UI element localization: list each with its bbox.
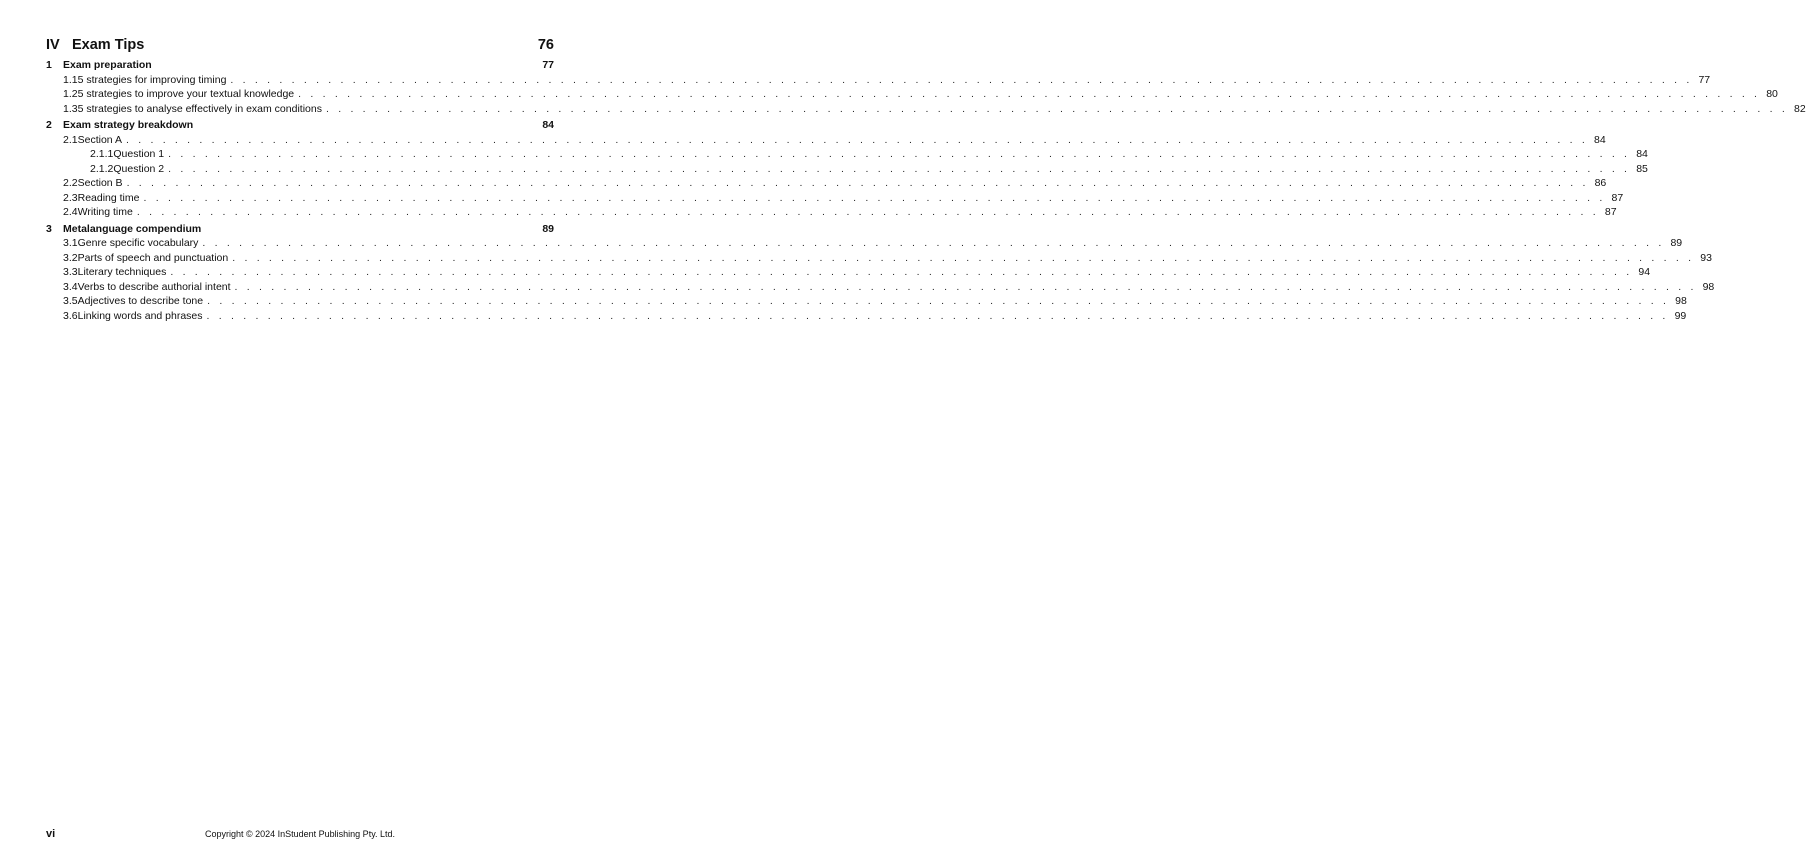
section-number: 2	[46, 119, 52, 131]
entry-page-number: 86	[1594, 177, 1607, 189]
section-page-number: 77	[542, 59, 554, 71]
dot-leader: . . . . . . . . . . . . . . . . . . . . . . . . . . . . . . . . . . . . . . . . . . . . . . . . . . . . . . . . . . . . . . . . . . . . . . . . . . . . . . . . . . . . . . . . . . . . . . . . . . . . . . . . . . . . . . . . . . . . . . . .	[170, 266, 1633, 278]
toc-body	[46, 59, 1806, 324]
entry-number: 2.4	[63, 206, 78, 218]
toc-section-heading[interactable]	[46, 119, 554, 134]
toc-entry[interactable]	[46, 133, 1606, 149]
toc-entry[interactable]	[46, 88, 1778, 103]
toc-entry[interactable]	[46, 266, 1651, 281]
entry-title: Question 1	[113, 148, 165, 160]
entry-page-number: 93	[1700, 251, 1712, 264]
copyright-notice: Copyright © 2024 InStudent Publishing Pty. Ltd.	[204, 829, 396, 839]
entry-title: Section B	[77, 177, 123, 189]
dot-leader: . . . . . . . . . . . . . . . . . . . . . . . . . . . . . . . . . . . . . . . . . . . . . . . . . . . . . . . . . . . . . . . . . . . . . . . . . . . . . . . . . . . . . . . . . . . . . . . . . . . . . . . . . . . . . . . . . . . . . . . .	[168, 162, 1631, 175]
entry-title: Genre specific vocabulary	[77, 237, 199, 249]
entry-number: 2.1	[63, 133, 78, 146]
entry-number: 3.5	[63, 295, 78, 307]
entry-number: 2.1.1	[90, 148, 114, 160]
toc-entry[interactable]	[46, 237, 1683, 252]
part-title-group	[46, 37, 144, 53]
dot-leader: . . . . . . . . . . . . . . . . . . . . . . . . . . . . . . . . . . . . . . . . . . . . . . . . . . . . . . . . . . . . . . . . . . . . . . . . . . . . . . . . . . . . . . . . . . . . . . . . . . . . . . . . . . . . . . . . . . . . . . . .	[230, 73, 1693, 86]
entry-title: Literary techniques	[77, 266, 167, 278]
entry-page-number: 87	[1611, 191, 1624, 204]
section-number: 3	[46, 222, 52, 235]
entry-title: Reading time	[77, 191, 140, 204]
toc-entry[interactable]	[46, 280, 1715, 296]
entry-number: 2.3	[63, 191, 78, 204]
dot-leader: . . . . . . . . . . . . . . . . . . . . . . . . . . . . . . . . . . . . . . . . . . . . . . . . . . . . . . . . . . . . . . . . . . . . . . . . . . . . . . . . . . . . . . . . . . . . . . . . . . . . . . . . . . . . . . . . . . . . . . . .	[126, 177, 1589, 189]
toc-entry[interactable]	[46, 148, 1648, 163]
entry-page-number: 99	[1674, 309, 1687, 322]
dot-leader: . . . . . . . . . . . . . . . . . . . . . . . . . . . . . . . . . . . . . . . . . . . . . . . . . . . . . . . . . . . . . . . . . . . . . . . . . . . . . . . . . . . . . . . . . . . . . . . . . . . . . . . . . . . . . . . . . . . . . . . .	[207, 295, 1670, 307]
part-number: IV	[46, 37, 60, 53]
dot-leader: . . . . . . . . . . . . . . . . . . . . . . . . . . . . . . . . . . . . . . . . . . . . . . . . . . . . . . . . . . . . . . . . . . . . . . . . . . . . . . . . . . . . . . . . . . . . . . . . . . . . . . . . . . . . . . . . . . . . . . . .	[202, 237, 1665, 249]
entry-number: 3.4	[63, 280, 78, 293]
table-of-contents	[46, 37, 1806, 324]
entry-page-number: 80	[1766, 88, 1778, 100]
dot-leader: . . . . . . . . . . . . . . . . . . . . . . . . . . . . . . . . . . . . . . . . . . . . . . . . . . . . . . . . . . . . . . . . . . . . . . . . . . . . . . . . . . . . . . . . . . . . . . . . . . . . . . . . . . . . . . . . . . . . . . . .	[168, 148, 1631, 160]
dot-leader: . . . . . . . . . . . . . . . . . . . . . . . . . . . . . . . . . . . . . . . . . . . . . . . . . . . . . . . . . . . . . . . . . . . . . . . . . . . . . . . . . . . . . . . . . . . . . . . . . . . . . . . . . . . . . . . . . . . . . . . .	[232, 251, 1695, 264]
toc-section-heading[interactable]	[46, 223, 554, 238]
toc-entry[interactable]	[46, 295, 1687, 310]
dot-leader: . . . . . . . . . . . . . . . . . . . . . . . . . . . . . . . . . . . . . . . . . . . . . . . . . . . . . . . . . . . . . . . . . . . . . . . . . . . . . . . . . . . . . . . . . . . . . . . . . . . . . . . . . . . . . . . . . . . . . . . .	[206, 309, 1669, 322]
dot-leader: . . . . . . . . . . . . . . . . . . . . . . . . . . . . . . . . . . . . . . . . . . . . . . . . . . . . . . . . . . . . . . . . . . . . . . . . . . . . . . . . . . . . . . . . . . . . . . . . . . . . . . . . . . . . . . . . . . . . . . . .	[143, 191, 1606, 204]
entry-number: 2.1.2	[90, 162, 114, 175]
toc-entry[interactable]	[46, 102, 1806, 118]
entry-page-number: 87	[1604, 206, 1617, 218]
toc-entry[interactable]	[46, 73, 1711, 89]
toc-entry[interactable]	[46, 206, 1617, 221]
entry-page-number: 85	[1636, 162, 1648, 175]
entry-title: Parts of speech and punctuation	[77, 251, 229, 264]
entry-page-number: 89	[1670, 237, 1683, 249]
toc-entry[interactable]	[46, 177, 1607, 192]
part-title: Exam Tips	[72, 37, 145, 53]
entry-page-number: 98	[1702, 280, 1715, 293]
toc-entry[interactable]	[46, 251, 1712, 267]
section-page-number: 89	[542, 222, 554, 235]
entry-title: 5 strategies to improve your textual knowledge	[77, 88, 295, 100]
entry-page-number: 98	[1675, 295, 1687, 307]
dot-leader: . . . . . . . . . . . . . . . . . . . . . . . . . . . . . . . . . . . . . . . . . . . . . . . . . . . . . . . . . . . . . . . . . . . . . . . . . . . . . . . . . . . . . . . . . . . . . . . . . . . . . . . . . . . . . . . . . . . . . . . .	[136, 206, 1599, 218]
entry-number: 3.2	[63, 251, 78, 264]
entry-page-number: 84	[1594, 133, 1606, 146]
entry-number: 2.2	[63, 177, 78, 189]
toc-entry[interactable]	[46, 162, 1648, 178]
entry-page-number: 94	[1638, 266, 1651, 278]
section-title: Exam preparation	[63, 59, 152, 71]
section-number: 1	[46, 59, 52, 71]
section-page-number: 84	[542, 119, 554, 131]
entry-page-number: 82	[1794, 102, 1806, 115]
entry-number: 1.2	[63, 88, 78, 100]
toc-entry[interactable]	[46, 191, 1624, 207]
part-page-number: 76	[537, 37, 554, 53]
entry-number: 1.1	[63, 73, 78, 86]
dot-leader: . . . . . . . . . . . . . . . . . . . . . . . . . . . . . . . . . . . . . . . . . . . . . . . . . . . . . . . . . . . . . . . . . . . . . . . . . . . . . . . . . . . . . . . . . . . . . . . . . . . . . . . . . . . . . . . . . . . . . . . .	[125, 133, 1589, 146]
entry-number: 1.3	[63, 102, 78, 115]
toc-section-heading[interactable]	[46, 59, 554, 74]
dot-leader: . . . . . . . . . . . . . . . . . . . . . . . . . . . . . . . . . . . . . . . . . . . . . . . . . . . . . . . . . . . . . . . . . . . . . . . . . . . . . . . . . . . . . . . . . . . . . . . . . . . . . . . . . . . . . . . . . . . . . . . .	[325, 102, 1788, 115]
entry-title: 5 strategies to analyse effectively in exam conditions	[77, 102, 322, 115]
entry-title: Writing time	[77, 206, 133, 218]
entry-title: Question 2	[113, 162, 165, 175]
entry-page-number: 84	[1636, 148, 1648, 160]
entry-title: Verbs to describe authorial intent	[77, 280, 231, 293]
part-heading[interactable]	[46, 37, 554, 57]
section-title: Metalanguage compendium	[63, 222, 202, 235]
entry-page-number: 77	[1698, 73, 1711, 86]
dot-leader: . . . . . . . . . . . . . . . . . . . . . . . . . . . . . . . . . . . . . . . . . . . . . . . . . . . . . . . . . . . . . . . . . . . . . . . . . . . . . . . . . . . . . . . . . . . . . . . . . . . . . . . . . . . . . . . . . . . . . . . .	[298, 88, 1761, 100]
entry-number: 3.1	[63, 237, 78, 249]
dot-leader: . . . . . . . . . . . . . . . . . . . . . . . . . . . . . . . . . . . . . . . . . . . . . . . . . . . . . . . . . . . . . . . . . . . . . . . . . . . . . . . . . . . . . . . . . . . . . . . . . . . . . . . . . . . . . . . . . . . . . . . .	[234, 280, 1697, 293]
page-folio: vi	[46, 828, 56, 840]
entry-number: 3.3	[63, 266, 78, 278]
toc-entry[interactable]	[46, 309, 1687, 325]
entry-number: 3.6	[63, 309, 78, 322]
entry-title: Adjectives to describe tone	[77, 295, 204, 307]
entry-title: Linking words and phrases	[77, 309, 203, 322]
entry-title: Section A	[77, 133, 122, 146]
section-title: Exam strategy breakdown	[63, 119, 194, 131]
entry-title: 5 strategies for improving timing	[77, 73, 227, 86]
